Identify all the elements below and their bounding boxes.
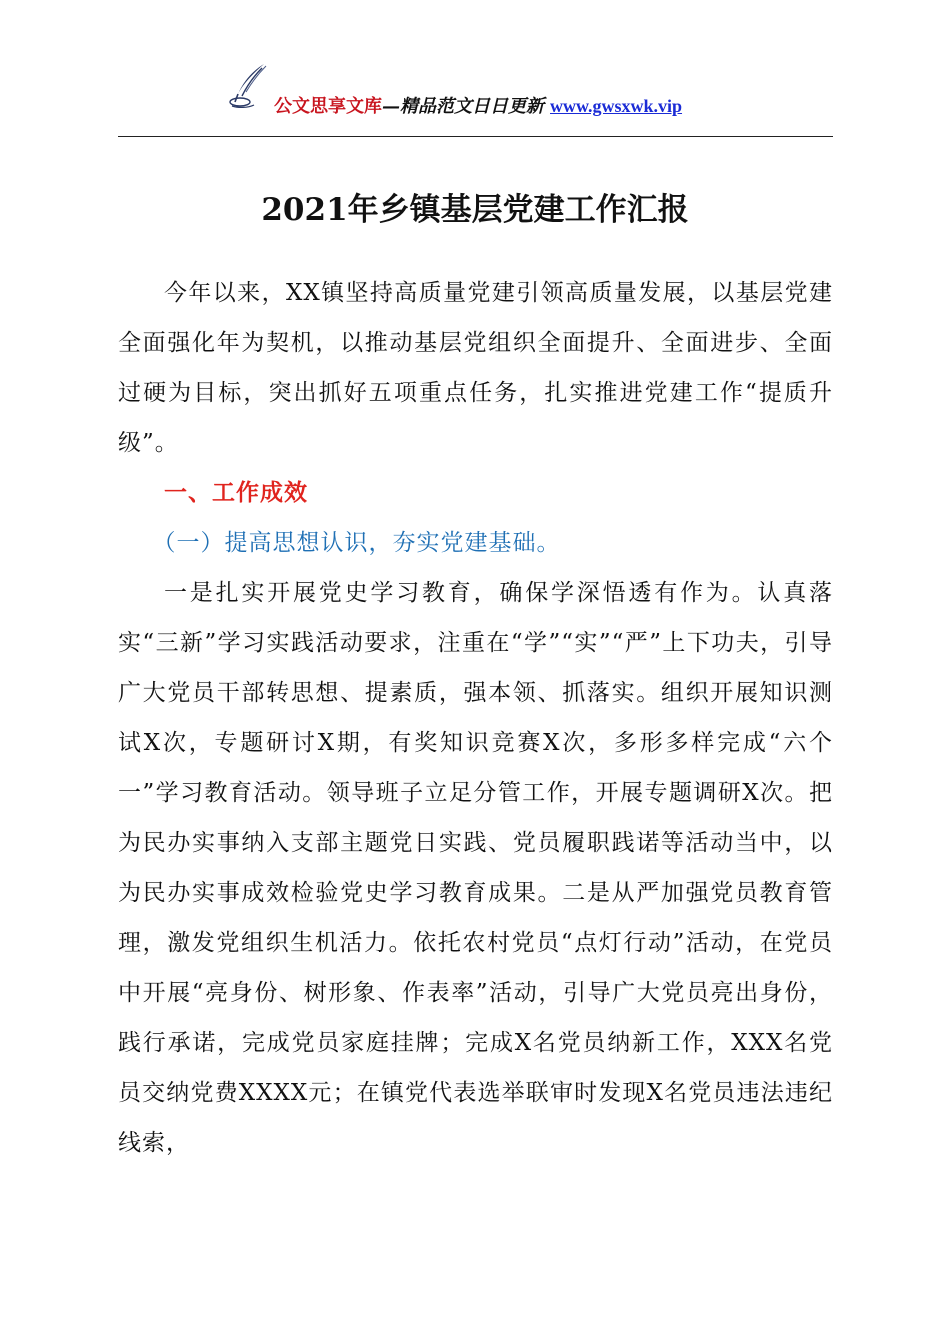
subsection-heading: （一）提高思想认识，夯实党建基础。 [152,530,561,556]
quill-pen-icon [226,62,270,110]
brand-name: 公文思享文库 [274,96,382,117]
page-header [0,58,950,130]
body-paragraph: 一是扎实开展党史学习教育，确保学深悟透有作为。认真落实“三新”学习实践活动要求，注重在“学”“实”“严”上下功夫，引导广大党员干部转思想、提素质，强本领、抓落实。组织开展知识测试X次，专题研讨X期，有奖知识竞赛X次，多形多样完成“六个一”学习教育活动。领导班子立足分管工作，开展专题调研X次。把为民办实事纳入支部主题党日实践、党员履职践诺等活动当中，以为民办实事成效检验党史学习教育成果。二是从严加强党员教育管理，激发党组织生机活力。依托农村党员“点灯行动”活动，在党员中开展“亮身份、树形象、作表率”活动，引导广大党员亮出身份，践行承诺，完成党员家庭挂牌；完成X名党员纳新工作，XXX名党员交纳党费XXXX元；在镇党代表选举联审时发现X名党员违法违纪线索， [118,580,833,1156]
header-slogan: —精品范文日日更新 [382,96,544,117]
section-heading: 一、工作成效 [164,480,308,506]
document-title: 2021年乡镇基层党建工作汇报 [261,192,689,228]
header-divider [118,136,833,137]
header-tagline [274,94,682,119]
document-body [118,268,833,1168]
site-url-link[interactable]: www.gwsxwk.vip [550,96,683,116]
intro-paragraph: 今年以来，XX镇坚持高质量党建引领高质量发展，以基层党建全面强化年为契机，以推动基层党组织全面提升、全面进步、全面过硬为目标，突出抓好五项重点任务，扎实推进党建工作“提质升级”。 [118,280,833,456]
